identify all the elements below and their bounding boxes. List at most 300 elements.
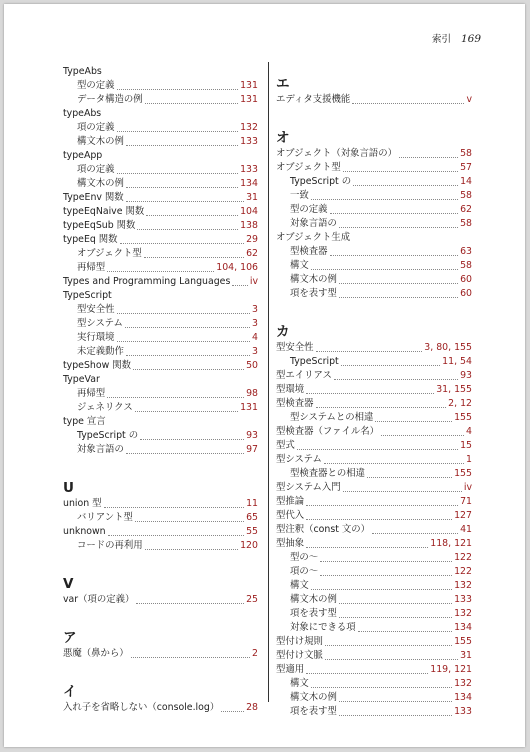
index-group-heading: エ xyxy=(276,76,290,92)
index-entry xyxy=(276,537,472,551)
page-reference-link[interactable]: 3 xyxy=(252,346,258,357)
page-reference-link[interactable]: 118, 121 xyxy=(430,538,472,549)
index-term: type 宣言 xyxy=(63,416,106,427)
dot-leader xyxy=(311,589,452,590)
index-term: 入れ子を省略しない（console.log） xyxy=(63,702,220,713)
index-subentry xyxy=(63,135,258,149)
page-reference-link[interactable]: 60 xyxy=(460,288,472,299)
index-subentry xyxy=(63,163,258,177)
dot-leader xyxy=(131,657,250,658)
index-subentry xyxy=(276,565,472,579)
running-head xyxy=(432,31,481,45)
dot-leader xyxy=(381,435,464,436)
index-subentry xyxy=(63,247,258,261)
dot-leader xyxy=(297,449,458,450)
index-entry xyxy=(63,219,258,233)
index-entry xyxy=(276,147,472,161)
index-term: 型安全性 xyxy=(276,342,314,353)
dot-leader xyxy=(145,103,238,104)
page-reference-link[interactable]: 138 xyxy=(240,220,258,231)
index-subentry xyxy=(63,93,258,107)
page-reference-link[interactable]: 132 xyxy=(240,122,258,133)
dot-leader xyxy=(320,561,452,562)
index-term: 再帰型 xyxy=(77,262,106,273)
dot-leader xyxy=(330,213,459,214)
index-term: typeApp xyxy=(63,150,103,161)
group-spacer xyxy=(63,607,258,619)
dot-leader xyxy=(145,549,238,550)
page-reference-link[interactable]: 11, 54 xyxy=(442,356,472,367)
dot-leader xyxy=(306,519,452,520)
page-reference-link[interactable]: 58 xyxy=(460,190,472,201)
index-entry xyxy=(63,233,258,247)
page-reference-link[interactable]: 41 xyxy=(460,524,472,535)
page-reference-link[interactable]: 2 xyxy=(252,648,258,659)
dot-leader xyxy=(311,269,458,270)
dot-leader xyxy=(325,645,452,646)
index-entry xyxy=(63,593,258,607)
dot-leader xyxy=(126,145,238,146)
page-reference-link[interactable]: 127 xyxy=(454,510,472,521)
page-reference-link[interactable]: 65 xyxy=(246,512,258,523)
index-subentry xyxy=(63,387,258,401)
index-term: オブジェクト（対象言語の） xyxy=(276,148,398,159)
dot-leader xyxy=(367,477,452,478)
index-term: 再帰型 xyxy=(77,388,106,399)
index-term: 型環境 xyxy=(276,384,305,395)
group-spacer xyxy=(276,301,472,313)
page-reference-link[interactable]: 133 xyxy=(454,594,472,605)
dot-leader xyxy=(136,603,244,604)
index-subentry xyxy=(276,467,472,481)
page-reference-link[interactable]: 155 xyxy=(454,468,472,479)
index-column-left xyxy=(63,65,258,715)
dot-leader xyxy=(144,257,244,258)
index-term: 未定義動作 xyxy=(77,346,124,357)
index-entry xyxy=(63,205,258,219)
dot-leader xyxy=(372,533,458,534)
index-term: 型検査器（ファイル名） xyxy=(276,426,379,437)
index-term: 型の〜 xyxy=(290,552,319,563)
index-subentry xyxy=(276,677,472,691)
index-group-heading: V xyxy=(63,576,74,592)
index-term: エディタ支援機能 xyxy=(276,94,351,105)
dot-leader xyxy=(341,365,440,366)
index-term: 型システムとの相違 xyxy=(290,412,374,423)
page-reference-link[interactable]: 132 xyxy=(454,580,472,591)
page-reference-link[interactable]: 98 xyxy=(246,388,258,399)
page-reference-link[interactable]: 122 xyxy=(454,552,472,563)
index-subentry xyxy=(63,401,258,415)
dot-leader xyxy=(339,701,452,702)
index-entry xyxy=(63,289,258,303)
page-reference-link[interactable]: 133 xyxy=(240,136,258,147)
dot-leader xyxy=(117,131,239,132)
index-entry xyxy=(276,495,472,509)
index-entry xyxy=(276,439,472,453)
group-spacer xyxy=(63,457,258,469)
page-reference-link[interactable]: 122 xyxy=(454,566,472,577)
dot-leader xyxy=(221,711,244,712)
dot-leader xyxy=(399,157,458,158)
index-term: バリアント型 xyxy=(77,512,133,523)
index-term: 構文 xyxy=(290,260,309,271)
index-term: var（項の定義） xyxy=(63,594,135,605)
index-term: 型式 xyxy=(276,440,295,451)
page-reference-link[interactable]: 1 xyxy=(466,454,472,465)
index-term: 項の定義 xyxy=(77,122,115,133)
page-reference-link[interactable]: 3 xyxy=(252,304,258,315)
index-entry xyxy=(63,65,258,79)
dot-leader xyxy=(358,631,452,632)
page-reference-link[interactable]: iv xyxy=(249,276,258,287)
index-term: 型検査器との相違 xyxy=(290,468,366,479)
page-reference-link[interactable]: 97 xyxy=(246,444,258,455)
index-term: typeEqNaive 関数 xyxy=(63,206,145,217)
index-subentry xyxy=(276,411,472,425)
index-term: オブジェクト生成 xyxy=(276,232,351,243)
index-subentry xyxy=(276,217,472,231)
index-subentry xyxy=(276,691,472,705)
index-entry xyxy=(276,341,472,355)
index-term: オブジェクト型 xyxy=(77,248,142,259)
index-term: 構文 xyxy=(290,678,309,689)
dot-leader xyxy=(339,603,452,604)
index-term: 対象言語の xyxy=(290,218,337,229)
index-subentry xyxy=(276,245,472,259)
page-reference-link[interactable]: 4 xyxy=(466,426,472,437)
dot-leader xyxy=(311,199,458,200)
dot-leader xyxy=(108,535,244,536)
dot-leader xyxy=(117,341,251,342)
page-reference-link[interactable]: 58 xyxy=(460,218,472,229)
index-subentry xyxy=(63,79,258,93)
dot-leader xyxy=(324,463,464,464)
index-group-heading: ア xyxy=(63,630,77,646)
index-term: 型の定義 xyxy=(77,80,115,91)
dot-leader xyxy=(137,229,238,230)
index-subentry xyxy=(63,511,258,525)
index-subentry xyxy=(276,621,472,635)
index-subentry xyxy=(63,317,258,331)
dot-leader xyxy=(353,185,458,186)
page-reference-link[interactable]: 14 xyxy=(460,176,472,187)
page-reference-link[interactable]: 120 xyxy=(240,540,258,551)
index-term: 悪魔（鼻から） xyxy=(63,648,129,659)
dot-leader xyxy=(135,411,238,412)
index-entry xyxy=(63,373,258,387)
page-reference-link[interactable]: 131 xyxy=(240,80,258,91)
index-entry xyxy=(63,701,258,715)
index-term: 構文木の例 xyxy=(290,594,337,605)
page-reference-link[interactable]: 62 xyxy=(460,204,472,215)
index-group-heading: イ xyxy=(63,684,77,700)
dot-leader xyxy=(126,201,244,202)
group-spacer xyxy=(63,553,258,565)
page-reference-link[interactable]: 3, 80, 155 xyxy=(424,342,472,353)
index-term: typeShow 関数 xyxy=(63,360,131,371)
index-entry xyxy=(276,397,472,411)
page-reference-link[interactable]: 63 xyxy=(460,246,472,257)
index-group-heading: オ xyxy=(276,130,290,146)
page-reference-link[interactable]: 132 xyxy=(454,678,472,689)
index-subentry xyxy=(276,607,472,621)
index-term: 構文木の例 xyxy=(77,178,124,189)
index-term: 構文 xyxy=(290,580,309,591)
index-subentry xyxy=(276,355,472,369)
index-entry xyxy=(276,93,472,107)
index-term: unknown xyxy=(63,526,106,537)
index-term: Types and Programming Languages xyxy=(63,276,231,287)
index-term: 型システム xyxy=(276,454,322,465)
page-reference-link[interactable]: 58 xyxy=(460,260,472,271)
dot-leader xyxy=(334,379,458,380)
index-group-heading: U xyxy=(63,480,74,496)
index-entry xyxy=(63,415,258,429)
index-term: 項の〜 xyxy=(290,566,319,577)
page-reference-link[interactable]: 134 xyxy=(240,178,258,189)
index-entry xyxy=(276,231,472,245)
dot-leader xyxy=(339,297,458,298)
index-subentry xyxy=(276,287,472,301)
index-term: 実行環境 xyxy=(77,332,115,343)
dot-leader xyxy=(306,393,434,394)
page-reference-link[interactable]: 31 xyxy=(246,192,258,203)
index-term: TypeEnv 関数 xyxy=(63,192,124,203)
index-subentry xyxy=(276,593,472,607)
index-entry xyxy=(276,509,472,523)
index-term: typeEqSub 関数 xyxy=(63,220,136,231)
page-reference-link[interactable]: 15 xyxy=(460,440,472,451)
index-term: TypeScript の xyxy=(77,430,139,441)
index-term: 型システム入門 xyxy=(276,482,341,493)
dot-leader xyxy=(325,659,458,660)
page-reference-link[interactable]: 132 xyxy=(454,608,472,619)
book-page xyxy=(4,4,525,747)
index-term: TypeVar xyxy=(63,374,100,385)
page-reference-link[interactable]: 104 xyxy=(240,206,258,217)
index-term: 型推論 xyxy=(276,496,305,507)
dot-leader xyxy=(104,507,245,508)
page-reference-link[interactable]: 28 xyxy=(246,702,258,713)
index-entry xyxy=(63,525,258,539)
page-reference-link[interactable]: 131 xyxy=(240,94,258,105)
page-reference-link[interactable]: 50 xyxy=(246,360,258,371)
dot-leader xyxy=(330,255,459,256)
index-entry xyxy=(276,481,472,495)
index-term: typeAbs xyxy=(63,108,102,119)
dot-leader xyxy=(107,397,244,398)
index-term: コードの再利用 xyxy=(77,540,143,551)
index-subentry xyxy=(63,331,258,345)
index-subentry xyxy=(276,705,472,719)
page-reference-link[interactable]: 58 xyxy=(460,148,472,159)
group-spacer xyxy=(63,661,258,673)
dot-leader xyxy=(232,285,248,286)
page-reference-link[interactable]: 133 xyxy=(240,164,258,175)
index-subentry xyxy=(276,203,472,217)
index-term: 型適用 xyxy=(276,664,305,675)
page-reference-link[interactable]: 31 xyxy=(460,650,472,661)
dot-leader xyxy=(135,521,244,522)
page-reference-link[interactable]: iv xyxy=(463,482,472,493)
dot-leader xyxy=(117,89,239,90)
dot-leader xyxy=(107,271,214,272)
dot-leader xyxy=(311,687,452,688)
index-term: 型代入 xyxy=(276,510,305,521)
index-subentry xyxy=(63,121,258,135)
index-term: オブジェクト型 xyxy=(276,162,341,173)
index-subentry xyxy=(63,539,258,553)
dot-leader xyxy=(117,173,239,174)
index-term: 対象にできる項 xyxy=(290,622,356,633)
index-entry xyxy=(63,191,258,205)
dot-leader xyxy=(306,505,458,506)
index-entry xyxy=(276,649,472,663)
dot-leader xyxy=(140,439,244,440)
dot-leader xyxy=(339,715,452,716)
page-reference-link[interactable]: 29 xyxy=(246,234,258,245)
dot-leader xyxy=(126,453,244,454)
column-divider xyxy=(268,62,269,702)
index-subentry xyxy=(276,175,472,189)
dot-leader xyxy=(343,171,458,172)
dot-leader xyxy=(117,313,251,314)
dot-leader xyxy=(126,187,238,188)
page-reference-link[interactable]: 2, 12 xyxy=(448,398,472,409)
index-term: union 型 xyxy=(63,498,102,509)
index-term: 型エイリアス xyxy=(276,370,332,381)
page-reference-link[interactable]: 31, 155 xyxy=(436,384,472,395)
index-subentry xyxy=(63,303,258,317)
index-entry xyxy=(276,383,472,397)
index-term: 型付け文脈 xyxy=(276,650,323,661)
page-reference-link[interactable]: 25 xyxy=(246,594,258,605)
index-subentry xyxy=(63,261,258,275)
page-reference-link[interactable]: 133 xyxy=(454,706,472,717)
group-spacer xyxy=(276,107,472,119)
index-term: 項を表す型 xyxy=(290,608,337,619)
index-subentry xyxy=(276,273,472,287)
index-term: 型抽象 xyxy=(276,538,305,549)
index-term: 型付け規則 xyxy=(276,636,323,647)
index-term: データ構造の例 xyxy=(77,94,143,105)
index-entry xyxy=(63,647,258,661)
index-entry xyxy=(63,107,258,121)
dot-leader xyxy=(146,215,238,216)
dot-leader xyxy=(125,327,250,328)
dot-leader xyxy=(306,673,428,674)
index-entry xyxy=(276,663,472,677)
page-reference-link[interactable]: 11 xyxy=(246,498,258,509)
dot-leader xyxy=(339,227,458,228)
dot-leader xyxy=(133,369,244,370)
index-term: TypeScript の xyxy=(290,176,352,187)
dot-leader xyxy=(320,575,452,576)
running-head-title: 索引 xyxy=(431,34,451,45)
dot-leader xyxy=(375,421,452,422)
index-entry xyxy=(276,453,472,467)
index-column-right xyxy=(276,65,472,719)
dot-leader xyxy=(126,355,250,356)
index-subentry xyxy=(276,579,472,593)
dot-leader xyxy=(316,351,423,352)
index-entry xyxy=(276,425,472,439)
index-term: 構文木の例 xyxy=(290,692,337,703)
index-term: 構文木の例 xyxy=(290,274,337,285)
page-reference-link[interactable]: 155 xyxy=(454,636,472,647)
page-reference-link[interactable]: 93 xyxy=(460,370,472,381)
page-reference-link[interactable]: 71 xyxy=(460,496,472,507)
page-reference-link[interactable]: 134 xyxy=(454,692,472,703)
page-reference-link[interactable]: 62 xyxy=(246,248,258,259)
index-term: 項の定義 xyxy=(77,164,115,175)
index-subentry xyxy=(276,189,472,203)
dot-leader xyxy=(343,491,462,492)
page-reference-link[interactable]: 57 xyxy=(460,162,472,173)
index-term: 構文木の例 xyxy=(77,136,124,147)
page-reference-link[interactable]: 104, 106 xyxy=(216,262,258,273)
index-entry xyxy=(276,161,472,175)
index-term: ジェネリクス xyxy=(77,402,133,413)
index-term: TypeScript xyxy=(290,356,339,367)
page-reference-link[interactable]: 55 xyxy=(246,526,258,537)
dot-leader xyxy=(316,407,447,408)
page-reference-link[interactable]: 4 xyxy=(252,332,258,343)
dot-leader xyxy=(306,547,428,548)
index-entry xyxy=(276,635,472,649)
page-reference-link[interactable]: 60 xyxy=(460,274,472,285)
dot-leader xyxy=(352,103,464,104)
dot-leader xyxy=(120,243,245,244)
dot-leader xyxy=(339,617,452,618)
page-reference-link[interactable]: 3 xyxy=(252,318,258,329)
page-reference-link[interactable]: v xyxy=(466,94,472,105)
index-subentry xyxy=(63,443,258,457)
index-term: 対象言語の xyxy=(77,444,124,455)
index-subentry xyxy=(63,345,258,359)
index-term: 項を表す型 xyxy=(290,706,337,717)
index-entry xyxy=(63,497,258,511)
index-group-heading: カ xyxy=(276,324,290,340)
page-number: 169 xyxy=(460,33,481,45)
index-subentry xyxy=(276,551,472,565)
page-reference-link[interactable]: 155 xyxy=(454,412,472,423)
index-subentry xyxy=(63,177,258,191)
index-entry xyxy=(276,523,472,537)
index-term: 項を表す型 xyxy=(290,288,337,299)
page-reference-link[interactable]: 131 xyxy=(240,402,258,413)
index-term: 型の定義 xyxy=(290,204,328,215)
index-entry xyxy=(63,149,258,163)
page-reference-link[interactable]: 93 xyxy=(246,430,258,441)
index-term: 型システム xyxy=(77,318,123,329)
index-term: 型検査器 xyxy=(290,246,328,257)
index-subentry xyxy=(276,259,472,273)
index-entry xyxy=(63,275,258,289)
index-subentry xyxy=(63,429,258,443)
index-term: TypeScript xyxy=(63,290,112,301)
index-entry xyxy=(63,359,258,373)
index-term: 型注釈（const 文の） xyxy=(276,524,370,535)
page-reference-link[interactable]: 119, 121 xyxy=(430,664,472,675)
index-entry xyxy=(276,369,472,383)
index-term: TypeAbs xyxy=(63,66,102,77)
page-reference-link[interactable]: 134 xyxy=(454,622,472,633)
dot-leader xyxy=(339,283,458,284)
index-term: 一致 xyxy=(290,190,309,201)
index-term: 型検査器 xyxy=(276,398,314,409)
